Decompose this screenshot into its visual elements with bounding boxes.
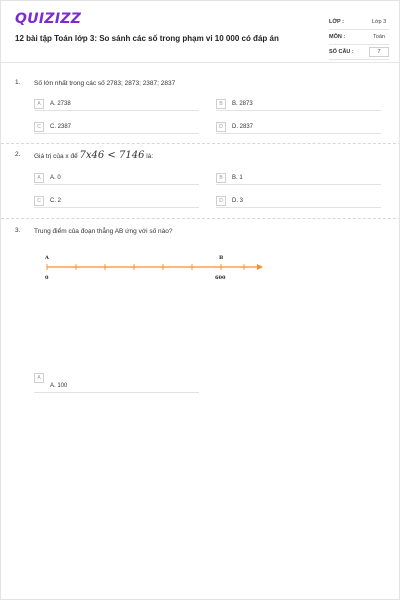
question-text: Số lớn nhất trong các số 2783; 2873; 2387; 2837 <box>34 80 176 87</box>
tick-label-600: 600 <box>215 275 226 281</box>
option-a[interactable] <box>34 373 199 393</box>
question-number: 2. <box>15 151 21 158</box>
question-number: 1. <box>15 79 21 86</box>
option-letter-a: A <box>34 173 44 183</box>
option-d[interactable] <box>216 122 381 134</box>
number-line-arrow <box>257 264 263 270</box>
option-letter-a: A <box>34 373 44 383</box>
option-text: A. 2738 <box>50 101 71 107</box>
option-d[interactable] <box>216 196 381 208</box>
option-text: D. 3 <box>232 198 244 204</box>
option-b[interactable] <box>216 99 381 111</box>
option-text: A. 100 <box>50 383 68 389</box>
option-text: D. 2837 <box>232 124 254 130</box>
meta-label-subject: MÔN : <box>329 34 346 40</box>
option-letter-d: D <box>216 122 226 132</box>
math-expression: 7x46 < 7146 <box>79 150 145 161</box>
option-text: B. 1 <box>232 175 243 181</box>
option-letter-b: B <box>216 99 226 109</box>
point-a-label: A <box>45 255 49 261</box>
meta-row-subject <box>329 30 389 45</box>
meta-value-class: Lớp 3 <box>371 19 387 25</box>
point-b-label: B <box>219 255 224 261</box>
meta-label-count: SỐ CÂU : <box>329 49 354 55</box>
question-text-post: là: <box>146 153 154 160</box>
question-text: Trung điểm của đoạn thẳng AB ứng với số nào? <box>34 228 173 235</box>
option-text: C. 2 <box>50 198 62 204</box>
meta-label-class: LỚP : <box>329 19 344 25</box>
option-a[interactable] <box>34 99 199 111</box>
meta-value-count: 7 <box>369 47 389 57</box>
worksheet-meta <box>329 15 389 60</box>
option-letter-c: C <box>34 196 44 206</box>
tick-label-0: 0 <box>45 275 49 281</box>
option-text: B. 2873 <box>232 101 253 107</box>
option-letter-c: C <box>34 122 44 132</box>
question-divider <box>1 143 400 144</box>
question-divider <box>1 218 400 219</box>
option-letter-b: B <box>216 173 226 183</box>
number-line-figure <box>39 251 269 285</box>
option-letter-a: A <box>34 99 44 109</box>
option-letter-d: D <box>216 196 226 206</box>
option-b[interactable] <box>216 173 381 185</box>
worksheet-title: 12 bài tập Toán lớp 3: So sánh các số trong phạm vi 10 000 có đáp án <box>15 34 279 43</box>
meta-row-count <box>329 45 389 60</box>
option-c[interactable] <box>34 196 199 208</box>
meta-row-class <box>329 15 389 30</box>
question-text <box>34 151 374 161</box>
option-text: C. 2387 <box>50 124 72 130</box>
option-text: A. 0 <box>50 175 61 181</box>
option-a[interactable] <box>34 173 199 185</box>
option-c[interactable] <box>34 122 199 134</box>
question-text-pre: Giá trị của x để <box>34 153 78 160</box>
meta-value-subject: Toán <box>373 34 385 40</box>
question-number: 3. <box>15 227 21 234</box>
worksheet-header <box>1 1 399 63</box>
quizizz-logo: QUIZIZZ <box>15 11 82 27</box>
